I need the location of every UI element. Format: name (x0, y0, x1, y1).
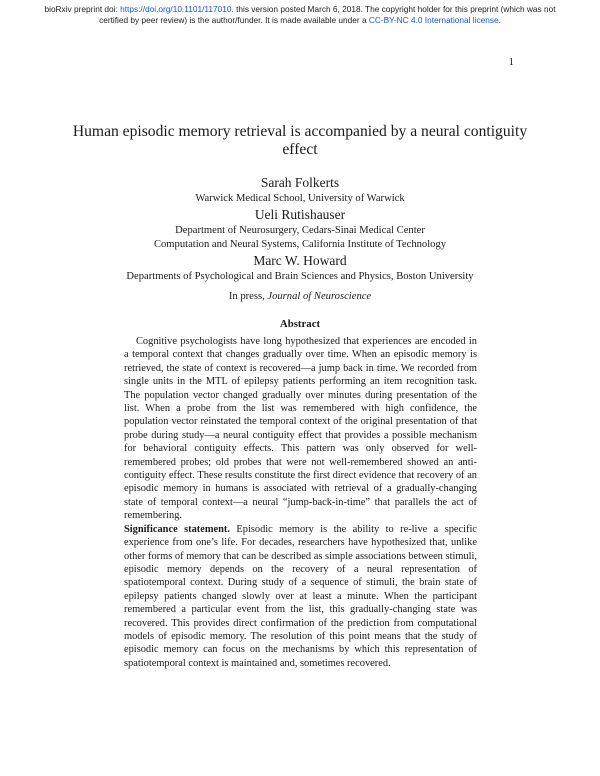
author-name: Ueli Rutishauser (254, 207, 346, 222)
paper-title: Human episodic memory retrieval is accompanied by a neural contiguity effect (72, 123, 528, 158)
abstract-body (124, 335, 477, 670)
press-prefix: In press, (228, 291, 268, 302)
author-affiliation: Computation and Neural Systems, California Institute of Technology (153, 239, 447, 250)
journal-name: Journal of Neuroscience (267, 291, 372, 302)
significance-label: Significance statement. (124, 523, 230, 535)
header-prefix: bioRxiv preprint doi: (44, 4, 121, 14)
doi-link[interactable]: https://doi.org/10.1101/117010 (120, 4, 232, 14)
significance-text: Episodic memory is the ability to re-live a specific experience from one’s life. For decades, researchers have hypothesized that, unlike other forms of memory that can be described as simple associations between stimuli, episodic memory depends on the recovery of a neural representation of spatiotemporal context. During study of a sequence of stimuli, the brain state of epilepsy patients changed slowly over at least a minute. When the participant remembered a particular event from the list, this gradually-changing state was recovered. This provides direct confirmation of the prediction from computational models of episodic memory. The resolution of this point means that the study of episodic memory can focus on the mechanisms by which this representation of spatiotemporal context is maintained and, sometimes recovered. (124, 523, 477, 669)
license-link[interactable]: CC-BY-NC 4.0 International license (368, 15, 499, 25)
header-line-2 (0, 15, 600, 26)
publication-status (40, 291, 560, 302)
preprint-header (0, 4, 600, 26)
author-name: Marc W. Howard (253, 253, 347, 268)
author-name: Sarah Folkerts (260, 175, 340, 190)
page-number: 1 (508, 56, 514, 68)
abstract-paragraph: Cognitive psychologists have long hypothesized that experiences are encoded in a temporal context that changes gradually over time. When an episodic memory is retrieved, the state of context is recovered—a jump back in time. We recorded from single units in the MTL of epilepsy patients performing an item recognition task. The population vector changed gradually over minutes during presentation of the list. When a probe from the list was remembered with high confidence, the population vector reinstated the temporal context of the original presentation of that probe during study—a neural contiguity effect that provides a possible mechanism for behavioral contiguity effects. This pattern was only observed for well-remembered probes; old probes that were not well-remembered showed an anti-contiguity effect. These results constitute the first direct evidence that recovery of an episodic memory in humans is associated with retrieval of a gradually-changing state of temporal context—a neural “jump-back-in-time” that parallels the act of remembering. (124, 336, 477, 522)
author-affiliation: Department of Neurosurgery, Cedars-Sinai Medical Center (175, 225, 425, 236)
significance-statement (124, 523, 477, 670)
author-affiliation: Departments of Psychological and Brain Sciences and Physics, Boston University (126, 271, 474, 282)
header-line-1 (0, 4, 600, 15)
abstract-heading: Abstract (279, 318, 321, 330)
header-suffix: . this version posted March 6, 2018. The copyright holder for this preprint (which was not (231, 4, 556, 14)
author-block (40, 174, 560, 284)
header-line2-suffix: . (498, 15, 501, 25)
author-affiliation: Warwick Medical School, University of Warwick (195, 193, 405, 204)
header-line2-prefix: certified by peer review) is the author/funder. It is made available under a (99, 15, 369, 25)
